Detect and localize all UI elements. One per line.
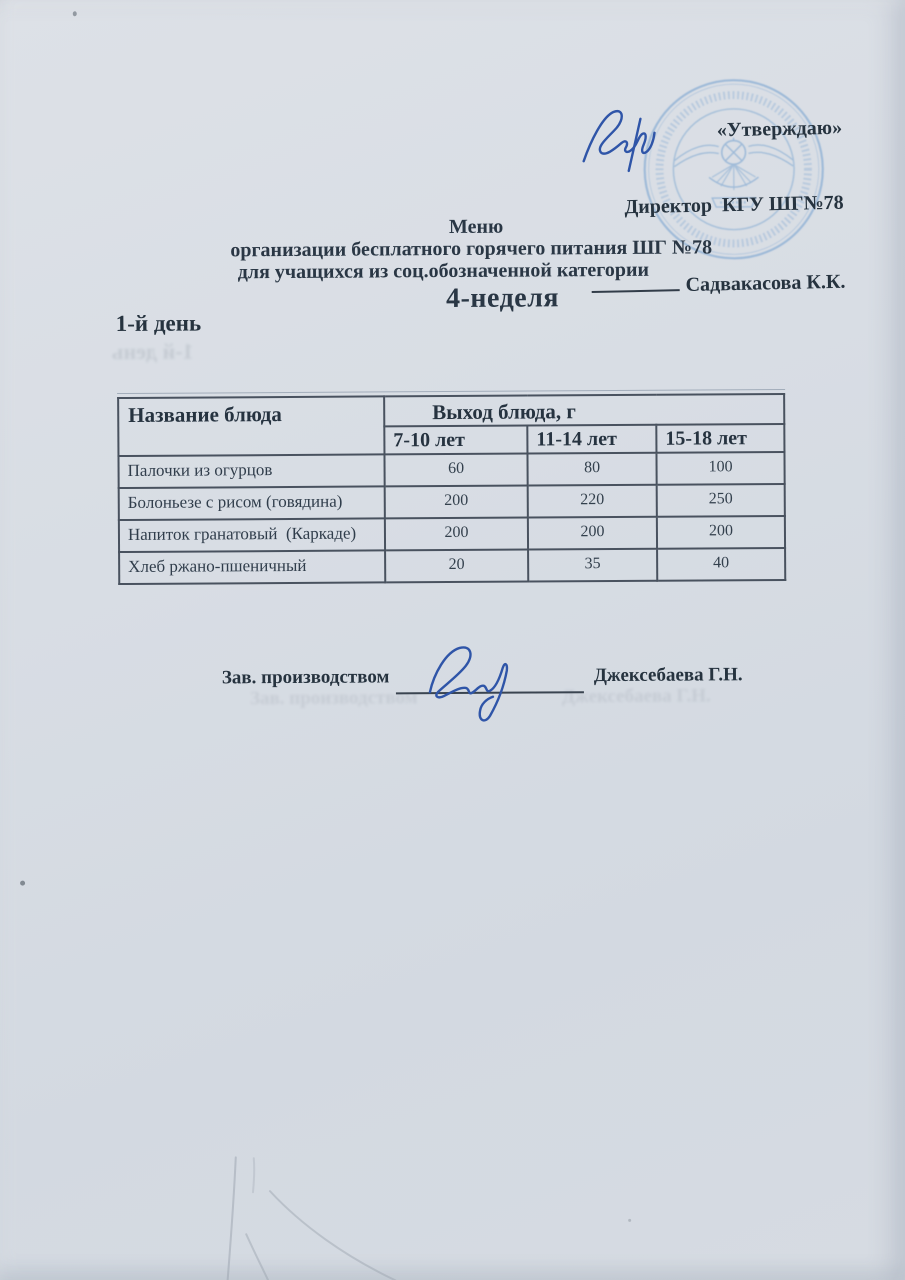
menu-title: Меню <box>448 215 504 239</box>
menu-table <box>117 393 786 585</box>
portion-cell: 200 <box>657 516 785 549</box>
chief-signature-ink <box>412 639 545 724</box>
menu-row <box>118 452 784 488</box>
output-column-header: Выход блюда, г <box>384 394 784 426</box>
menu-subtitle-1: организации бесплатного горячего питания ШГ №78 <box>230 236 713 262</box>
paper-speck <box>73 11 77 16</box>
portion-cell: 250 <box>657 484 785 517</box>
portion-cell: 20 <box>385 550 528 583</box>
approval-position: Директор КГУ ШГ№78 <box>624 191 845 219</box>
approval-quote: «Утверждаю» <box>716 116 843 142</box>
footer-role-label: Зав. производством <box>221 666 390 689</box>
footer-name-bleed-ghost: Джексебаева Г.Н. <box>561 685 711 708</box>
age-group-header: 15-18 лет <box>656 424 784 453</box>
footer-signee-name: Джексебаева Г.Н. <box>593 664 743 687</box>
director-signature-ink <box>578 102 700 175</box>
portion-cell: 80 <box>527 453 656 486</box>
dish-column-header: Название блюда <box>118 396 384 456</box>
portion-cell: 200 <box>528 517 657 550</box>
portion-cell: 40 <box>657 548 785 581</box>
week-label: 4-неделя <box>445 282 560 315</box>
portion-cell: 100 <box>656 452 784 485</box>
menu-row <box>119 484 785 520</box>
menu-subtitle-2: для учащихся из соц.обозначенной категории <box>237 258 650 284</box>
menu-row <box>119 516 785 552</box>
portion-cell: 200 <box>385 486 528 519</box>
portion-cell: 200 <box>385 518 528 551</box>
day-label: 1-й день <box>115 310 202 337</box>
age-group-header: 11-14 лет <box>527 425 656 454</box>
title-block <box>117 214 798 316</box>
menu-row <box>119 548 785 584</box>
dish-name-cell: Болоньезе с рисом (говядина) <box>119 486 385 520</box>
dish-name-cell: Палочки из огурцов <box>118 454 384 488</box>
paper-speck <box>628 1219 631 1222</box>
dish-name-cell: Хлеб ржано-пшеничный <box>119 550 385 584</box>
age-group-header: 7-10 лет <box>384 426 527 455</box>
portion-cell: 220 <box>528 485 657 518</box>
paper-speck <box>20 881 25 886</box>
approver-name: Садвакасова К.К. <box>685 270 846 297</box>
footer-label-bleed-ghost: Зав. производством <box>249 687 418 710</box>
dish-name-cell: Напиток гранатовый (Каркаде) <box>119 518 385 552</box>
portion-cell: 35 <box>528 549 657 582</box>
day-label-bleed-ghost: 1-й день <box>111 338 194 365</box>
portion-cell: 60 <box>384 454 527 487</box>
menu-table-wrap <box>117 389 786 585</box>
